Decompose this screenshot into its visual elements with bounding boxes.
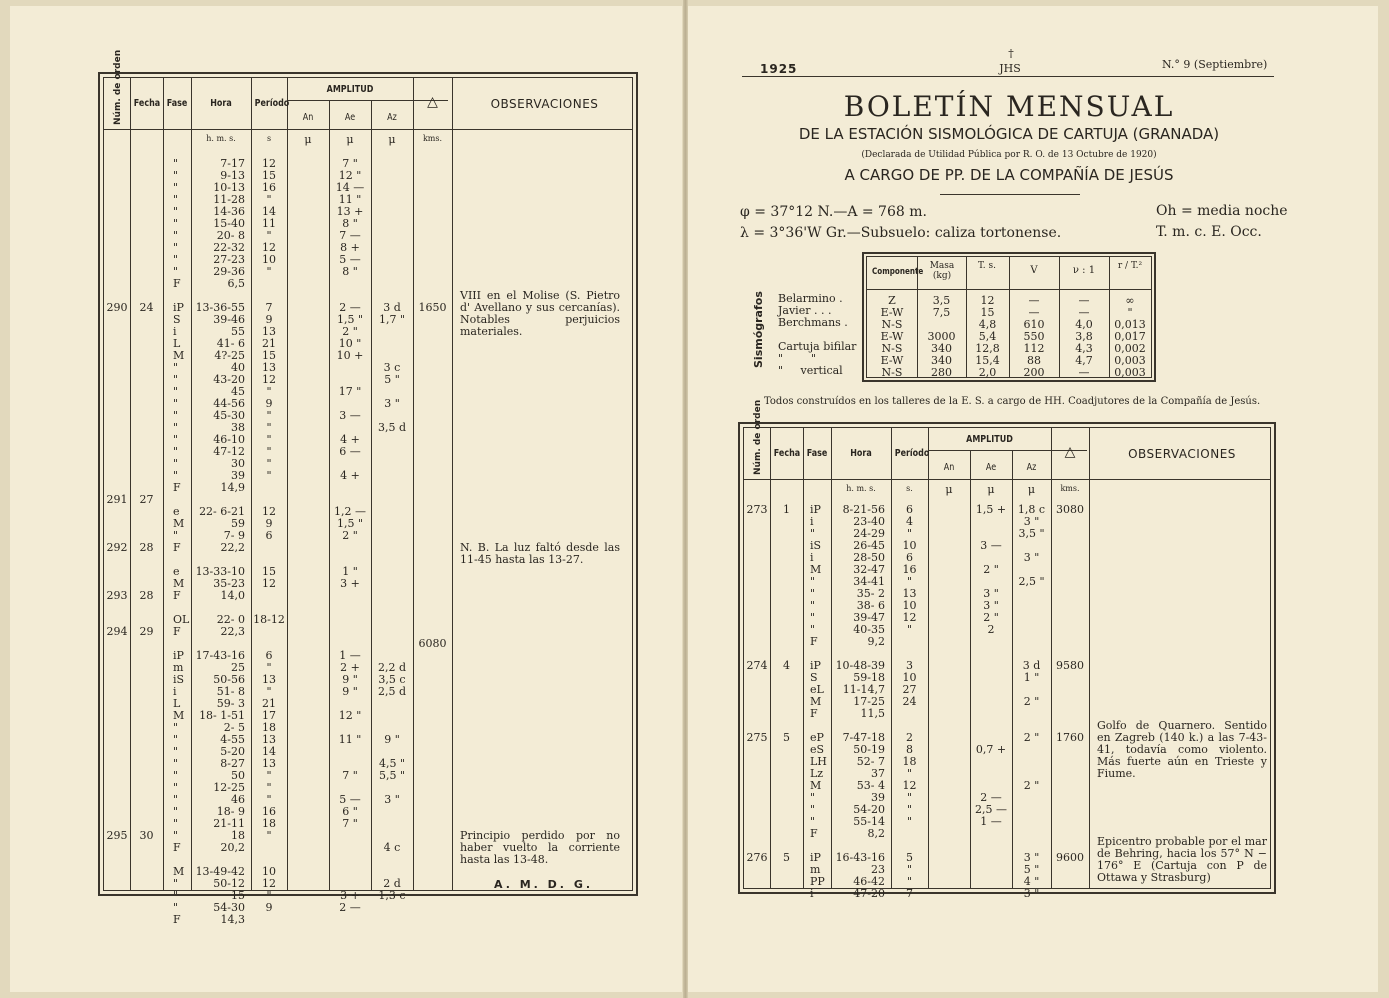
header-fase: Fase [166,98,188,109]
r-column-periodo: 6 4 " 10 6 16 " 13 10 12 " 3 10 27 24 2 8 18 " 12 " " " 5 " " 7 [902,503,917,900]
header-observaciones: OBSERVACIONES [490,97,599,111]
obs-290: VIII en el Molise (S. Pietro d' Avellano y sus cercanías). Notables perjuicios materiales. [460,289,620,338]
header-periodo: Período [254,98,290,109]
r-unit-dist: kms. [1060,484,1080,493]
r-unit-periodo: s. [906,484,913,493]
unit-an: μ [304,133,312,146]
seismo-frame [866,256,1152,378]
seismo-names: Belarmino . Javier . . . Berchmans . Cartuja bifilar " " " vertical [778,292,857,377]
r-delta-symbol: △ [1064,444,1076,460]
header-rule [742,76,1274,77]
obs-295: Principio perdido por no haber vuelto la corriente hasta las 13-48. [460,829,620,866]
header-fecha: Fecha [133,98,161,109]
r-obs-275: Golfo de Quarnero. Sentido en Zagreb (140 k.) a las 7-43-41, todavía como violento. Más fuerte aún en Trieste y Fiume. [1097,719,1267,780]
r-column-dist: 3080 9580 1760 9600 [1056,503,1084,864]
column-num: 290 291 292 293 294 295 [106,301,128,842]
r-column-az: 1,8 c 3 " 3,5 " 3 " 2,5 " 3 d 1 " 2 " 2 " 2 " 3 " 5 " 4 " 3 " [1017,503,1046,900]
seismo-h-masa: Masa (kg) [929,261,955,281]
r-header-az: Az [1026,462,1037,473]
column-dist: 1650 6080 [418,301,447,650]
seismo-v1: — — 4,0 3,8 4,3 4,7 — [1075,294,1093,379]
header-hora: Hora [210,98,232,109]
obs-292: N. B. La luz faltó desde las 11-45 hasta las 13-27. [460,541,620,566]
r-header-ae: Ae [985,462,997,473]
r-obs-276: Epicentro probable por el mar de Behring, hacia los 57° N − 176° E (Cartuja con P de Ottawa y Strasburg) [1097,835,1267,884]
column-periodo: 12 15 16 " 14 11 " 12 10 " 7 9 13 21 15 13 12 " 9 " " " " " " 12 9 6 15 12 18-12 6 " 13 " 21 17 18 13 14 13 " " " 16 18 " 10 12 " 9 [253,157,285,914]
column-az: 3 d 1,7 " 3 c 5 " 3 " 3,5 d 2,2 d 3,5 c 2,5 d 9 " 4,5 " 5,5 " 3 " 4 c 2 d 1,3 c [377,301,407,902]
seismograph-table [862,252,1156,382]
column-hora: 7-17 9-13 10-13 11-28 14-36 15-40 20- 8 22-32 27-23 29-36 6,5 13-36-55 39-46 55 41- 6 4?-25 40 43-20 45 44-56 45-30 38 46-10 47-12 30 39 14,9 22- 6-21 59 7- 9 22,2 13-33-10 35-23 14,0 22- 0 22,3 17-43-16 25 50-56 51- 8 59- 3 18- 1-51 2- 5 4-55 5-20 8-27 50 12-25 46 18- 9 21-11 18 20,2 13-49-42 50-12 15 54-30 14,3 [195,157,245,926]
built-note: Todos construídos en los talleres de la E. S. a cargo de HH. Coadjutores de la Compañía de Jesús. [764,396,1261,407]
unit-az: μ [388,133,396,146]
r-header-observaciones: OBSERVACIONES [1128,447,1236,461]
delta-symbol: △ [427,94,438,110]
ihs-cross: † [1008,47,1014,60]
latitude-line: φ = 37°12 N.—A = 768 m. [740,204,927,220]
column-ae: 7 " 12 " 14 — 11 " 13 + 8 " 7 — 8 + 5 — 8 " 2 — 1,5 " 2 " 10 " 10 + 17 " 3 — 4 + 6 — 4 + 1,2 — 1,5 " 2 " 1 " 3 + 1 — 2 + 9 " 9 " 12 " 11 " 7 " 5 — 6 " 7 " 3 + 2 — [334,157,366,914]
r-unit-hora: h. m. s. [846,484,876,493]
left-table-frame [103,49,633,926]
seismo-t: 12 15 4,8 5,4 12,8 15,4 2,0 [975,294,1000,379]
issue-number: N.° 9 (Septiembre) [1162,58,1268,71]
bulletin-subtitle: DE LA ESTACIÓN SISMOLÓGICA DE CARTUJA (GRANADA) [798,125,1220,143]
r-header-fase: Fase [806,448,828,459]
header-amplitud: AMPLITUD [326,84,374,95]
time-note: T. m. c. E. Occ. [1156,224,1262,240]
r-header-amplitud: AMPLITUD [966,434,1013,445]
header-an: An [302,112,314,123]
seismo-h-comp: Componente [872,267,924,277]
seismo-h-r: r / T.² [1117,261,1143,271]
r-header-hora: Hora [850,448,872,459]
unit-ae: μ [346,133,354,146]
header-num: Núm. de orden [113,49,123,125]
column-fecha: 24 27 28 28 29 30 [139,301,154,842]
seismo-h-t: T. s. [978,261,996,271]
r-column-fase: iP i " iS i M " " " " " F iP S eL M F eP eS LH Lz M " " " F iP m PP i [810,503,827,900]
midnight-note: Oh = media noche [1156,203,1288,219]
r-unit-ae: μ [987,483,995,496]
unit-hora: h. m. s. [206,134,236,143]
header-az: Az [387,112,397,123]
r-column-ae: 1,5 + 3 — 2 " 3 " 3 " 2 " 2 0,7 + 2 — 2,5 — 1 — [975,503,1007,828]
seismo-h-v1: ν : 1 [1072,265,1096,276]
r-unit-az: μ [1027,483,1036,496]
left-seismic-table [98,49,638,926]
r-header-num: Núm. de orden [753,399,763,475]
bulletin-title: BOLETÍN MENSUAL [843,90,1175,123]
seismo-v: — — 610 550 112 88 200 [1023,294,1045,379]
seismo-r: ∞ " 0,013 0,017 0,002 0,003 0,003 [1114,294,1146,379]
r-header-periodo: Período [894,448,930,459]
header-ae: Ae [344,112,356,123]
amdg-signature: A. M. D. G. [494,878,594,891]
declared-note: (Declarada de Utilidad Pública por R. O. de 13 Octubre de 1920) [861,150,1157,160]
seismo-label: Sismógrafos [752,291,765,368]
r-column-hora: 8-21-56 23-40 24-29 26-45 28-50 32-47 34-41 35- 2 38- 6 39-47 40-35 9,2 10-48-39 59-18 11-14,7 17-25 11,5 7-47-18 50-19 52- 7 37 53- 4 39 54-20 55-14 8,2 16-43-16 23 46-42 47-20 [835,503,885,900]
masthead [744,86,1274,216]
column-fase: " " " " " " " " " " F iP S i L M " " " " " " " " " " F e M " F e M F OL F iP m iS i L M " " " " " " " " " " F M " " " F [173,157,190,926]
seismo-h-v: V [1030,265,1038,276]
seismo-masa: 3,5 7,5 3000 340 340 280 [927,294,956,379]
r-column-num: 273 274 275 276 [746,503,768,864]
unit-dist: kms. [422,134,443,143]
short-rule [940,194,1080,195]
r-header-an: An [943,462,955,473]
care-line: A CARGO DE PP. DE LA COMPAÑÍA DE JESÚS [844,166,1174,184]
seismo-comp: Z E-W N-S E-W N-S E-W N-S [880,294,904,379]
ihs-monogram: JHS [999,62,1021,75]
year: 1925 [760,62,798,76]
unit-periodo: s [266,134,272,143]
r-column-fecha: 1 4 5 5 [783,503,790,864]
r-header-fecha: Fecha [773,448,801,459]
longitude-line: λ = 3°36'W Gr.—Subsuelo: caliza tortonense. [740,225,1062,241]
r-unit-an: μ [945,483,953,496]
